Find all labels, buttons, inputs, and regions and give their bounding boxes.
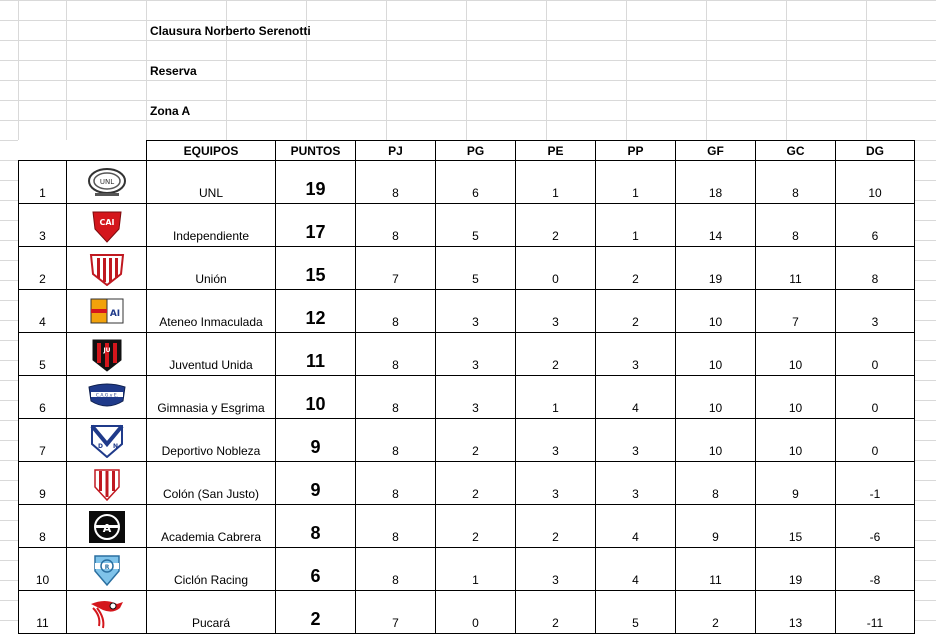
dg-cell: 10	[836, 161, 915, 204]
header-pos	[19, 141, 67, 161]
team-name: Ateneo Inmaculada	[147, 290, 276, 333]
header-gf: GF	[676, 141, 756, 161]
juventud-crest-icon	[87, 338, 127, 372]
dg-cell: 6	[836, 204, 915, 247]
gf-cell: 2	[676, 591, 756, 634]
header-pp: PP	[596, 141, 676, 161]
pg-cell: 5	[436, 204, 516, 247]
independiente-crest-icon	[87, 209, 127, 243]
pp-cell: 2	[596, 290, 676, 333]
header-puntos: PUNTOS	[276, 141, 356, 161]
tournament-title: Clausura Norberto Serenotti	[150, 24, 311, 38]
team-name: Ciclón Racing	[147, 548, 276, 591]
points-cell: 2	[276, 591, 356, 634]
gf-cell: 14	[676, 204, 756, 247]
pp-cell: 1	[596, 204, 676, 247]
header-gc: GC	[756, 141, 836, 161]
gf-cell: 10	[676, 419, 756, 462]
gc-cell: 10	[756, 419, 836, 462]
pe-cell: 3	[516, 548, 596, 591]
union-crest-icon	[87, 252, 127, 286]
position-cell: 11	[19, 591, 67, 634]
gc-cell: 8	[756, 161, 836, 204]
table-row	[19, 548, 915, 591]
table-row	[19, 462, 915, 505]
dg-cell: 3	[836, 290, 915, 333]
cabrera-crest-icon	[87, 510, 127, 544]
position-cell: 6	[19, 376, 67, 419]
gf-cell: 8	[676, 462, 756, 505]
pg-cell: 1	[436, 548, 516, 591]
gf-cell: 10	[676, 290, 756, 333]
gimnasia-crest-icon	[87, 381, 127, 415]
pj-cell: 8	[356, 161, 436, 204]
team-name: Independiente	[147, 204, 276, 247]
points-cell: 10	[276, 376, 356, 419]
svg-text:C.A.G.y E.: C.A.G.y E.	[95, 393, 118, 399]
pe-cell: 1	[516, 376, 596, 419]
pg-cell: 3	[436, 333, 516, 376]
zone-label: Zona A	[150, 104, 191, 118]
pj-cell: 7	[356, 591, 436, 634]
pe-cell: 3	[516, 290, 596, 333]
pj-cell: 8	[356, 376, 436, 419]
gc-cell: 11	[756, 247, 836, 290]
position-cell: 7	[19, 419, 67, 462]
svg-text:UNL: UNL	[99, 178, 114, 186]
table-row	[19, 419, 915, 462]
dg-cell: -6	[836, 505, 915, 548]
pg-cell: 3	[436, 376, 516, 419]
pg-cell: 3	[436, 290, 516, 333]
team-name: Colón (San Justo)	[147, 462, 276, 505]
table-row	[19, 290, 915, 333]
svg-text:R: R	[104, 564, 109, 571]
position-cell: 5	[19, 333, 67, 376]
pp-cell: 3	[596, 462, 676, 505]
gc-cell: 8	[756, 204, 836, 247]
unl-crest-icon	[87, 166, 127, 200]
table-row	[19, 505, 915, 548]
pucara-crest-icon	[87, 596, 127, 630]
gf-cell: 18	[676, 161, 756, 204]
position-cell: 10	[19, 548, 67, 591]
dg-cell: -11	[836, 591, 915, 634]
pg-cell: 2	[436, 505, 516, 548]
svg-text:A: A	[102, 522, 111, 535]
dg-cell: 0	[836, 376, 915, 419]
pg-cell: 6	[436, 161, 516, 204]
points-cell: 9	[276, 419, 356, 462]
gf-cell: 9	[676, 505, 756, 548]
header-pg: PG	[436, 141, 516, 161]
pj-cell: 8	[356, 505, 436, 548]
position-cell: 4	[19, 290, 67, 333]
team-name: Deportivo Nobleza	[147, 419, 276, 462]
ateneo-crest-icon	[87, 295, 127, 329]
points-cell: 11	[276, 333, 356, 376]
pj-cell: 7	[356, 247, 436, 290]
pp-cell: 4	[596, 505, 676, 548]
gc-cell: 19	[756, 548, 836, 591]
pe-cell: 3	[516, 462, 596, 505]
pe-cell: 2	[516, 505, 596, 548]
table-row	[19, 376, 915, 419]
standings-table	[18, 140, 915, 634]
pj-cell: 8	[356, 204, 436, 247]
dg-cell: 0	[836, 419, 915, 462]
table-row	[19, 333, 915, 376]
pe-cell: 2	[516, 204, 596, 247]
position-cell: 8	[19, 505, 67, 548]
ciclon-crest-icon	[87, 553, 127, 587]
pe-cell: 2	[516, 591, 596, 634]
header-equipos: EQUIPOS	[147, 141, 276, 161]
team-name: UNL	[147, 161, 276, 204]
pp-cell: 3	[596, 333, 676, 376]
header-logo	[67, 141, 147, 161]
points-cell: 19	[276, 161, 356, 204]
pg-cell: 2	[436, 462, 516, 505]
pp-cell: 1	[596, 161, 676, 204]
points-cell: 8	[276, 505, 356, 548]
pg-cell: 5	[436, 247, 516, 290]
svg-text:JU: JU	[102, 347, 111, 354]
header-pj: PJ	[356, 141, 436, 161]
pp-cell: 2	[596, 247, 676, 290]
pp-cell: 4	[596, 376, 676, 419]
table-row	[19, 247, 915, 290]
table-row	[19, 161, 915, 204]
position-cell: 2	[19, 247, 67, 290]
svg-text:N: N	[112, 443, 118, 450]
table-row	[19, 204, 915, 247]
dg-cell: -8	[836, 548, 915, 591]
svg-text:CAI: CAI	[98, 218, 115, 227]
position-cell: 9	[19, 462, 67, 505]
team-name: Academia Cabrera	[147, 505, 276, 548]
pe-cell: 2	[516, 333, 596, 376]
pe-cell: 3	[516, 419, 596, 462]
header-dg: DG	[836, 141, 915, 161]
pg-cell: 2	[436, 419, 516, 462]
position-cell: 3	[19, 204, 67, 247]
category-label: Reserva	[150, 64, 197, 78]
header-pe: PE	[516, 141, 596, 161]
gc-cell: 10	[756, 376, 836, 419]
gc-cell: 15	[756, 505, 836, 548]
points-cell: 6	[276, 548, 356, 591]
svg-text:AI: AI	[109, 309, 120, 319]
gf-cell: 11	[676, 548, 756, 591]
gc-cell: 10	[756, 333, 836, 376]
table-row	[19, 591, 915, 634]
pj-cell: 8	[356, 548, 436, 591]
pe-cell: 0	[516, 247, 596, 290]
pj-cell: 8	[356, 333, 436, 376]
pj-cell: 8	[356, 462, 436, 505]
team-name: Gimnasia y Esgrima	[147, 376, 276, 419]
svg-text:D: D	[97, 443, 103, 450]
pj-cell: 8	[356, 290, 436, 333]
points-cell: 9	[276, 462, 356, 505]
position-cell: 1	[19, 161, 67, 204]
gc-cell: 13	[756, 591, 836, 634]
gf-cell: 10	[676, 333, 756, 376]
pp-cell: 4	[596, 548, 676, 591]
gf-cell: 10	[676, 376, 756, 419]
gc-cell: 9	[756, 462, 836, 505]
header-row	[19, 141, 915, 161]
dg-cell: 0	[836, 333, 915, 376]
gf-cell: 19	[676, 247, 756, 290]
dg-cell: -1	[836, 462, 915, 505]
colon-crest-icon	[87, 467, 127, 501]
team-name: Pucará	[147, 591, 276, 634]
pp-cell: 3	[596, 419, 676, 462]
pe-cell: 1	[516, 161, 596, 204]
pp-cell: 5	[596, 591, 676, 634]
nobleza-crest-icon	[87, 424, 127, 458]
pj-cell: 8	[356, 419, 436, 462]
team-name: Juventud Unida	[147, 333, 276, 376]
points-cell: 15	[276, 247, 356, 290]
points-cell: 12	[276, 290, 356, 333]
points-cell: 17	[276, 204, 356, 247]
pg-cell: 0	[436, 591, 516, 634]
dg-cell: 8	[836, 247, 915, 290]
team-name: Unión	[147, 247, 276, 290]
gc-cell: 7	[756, 290, 836, 333]
